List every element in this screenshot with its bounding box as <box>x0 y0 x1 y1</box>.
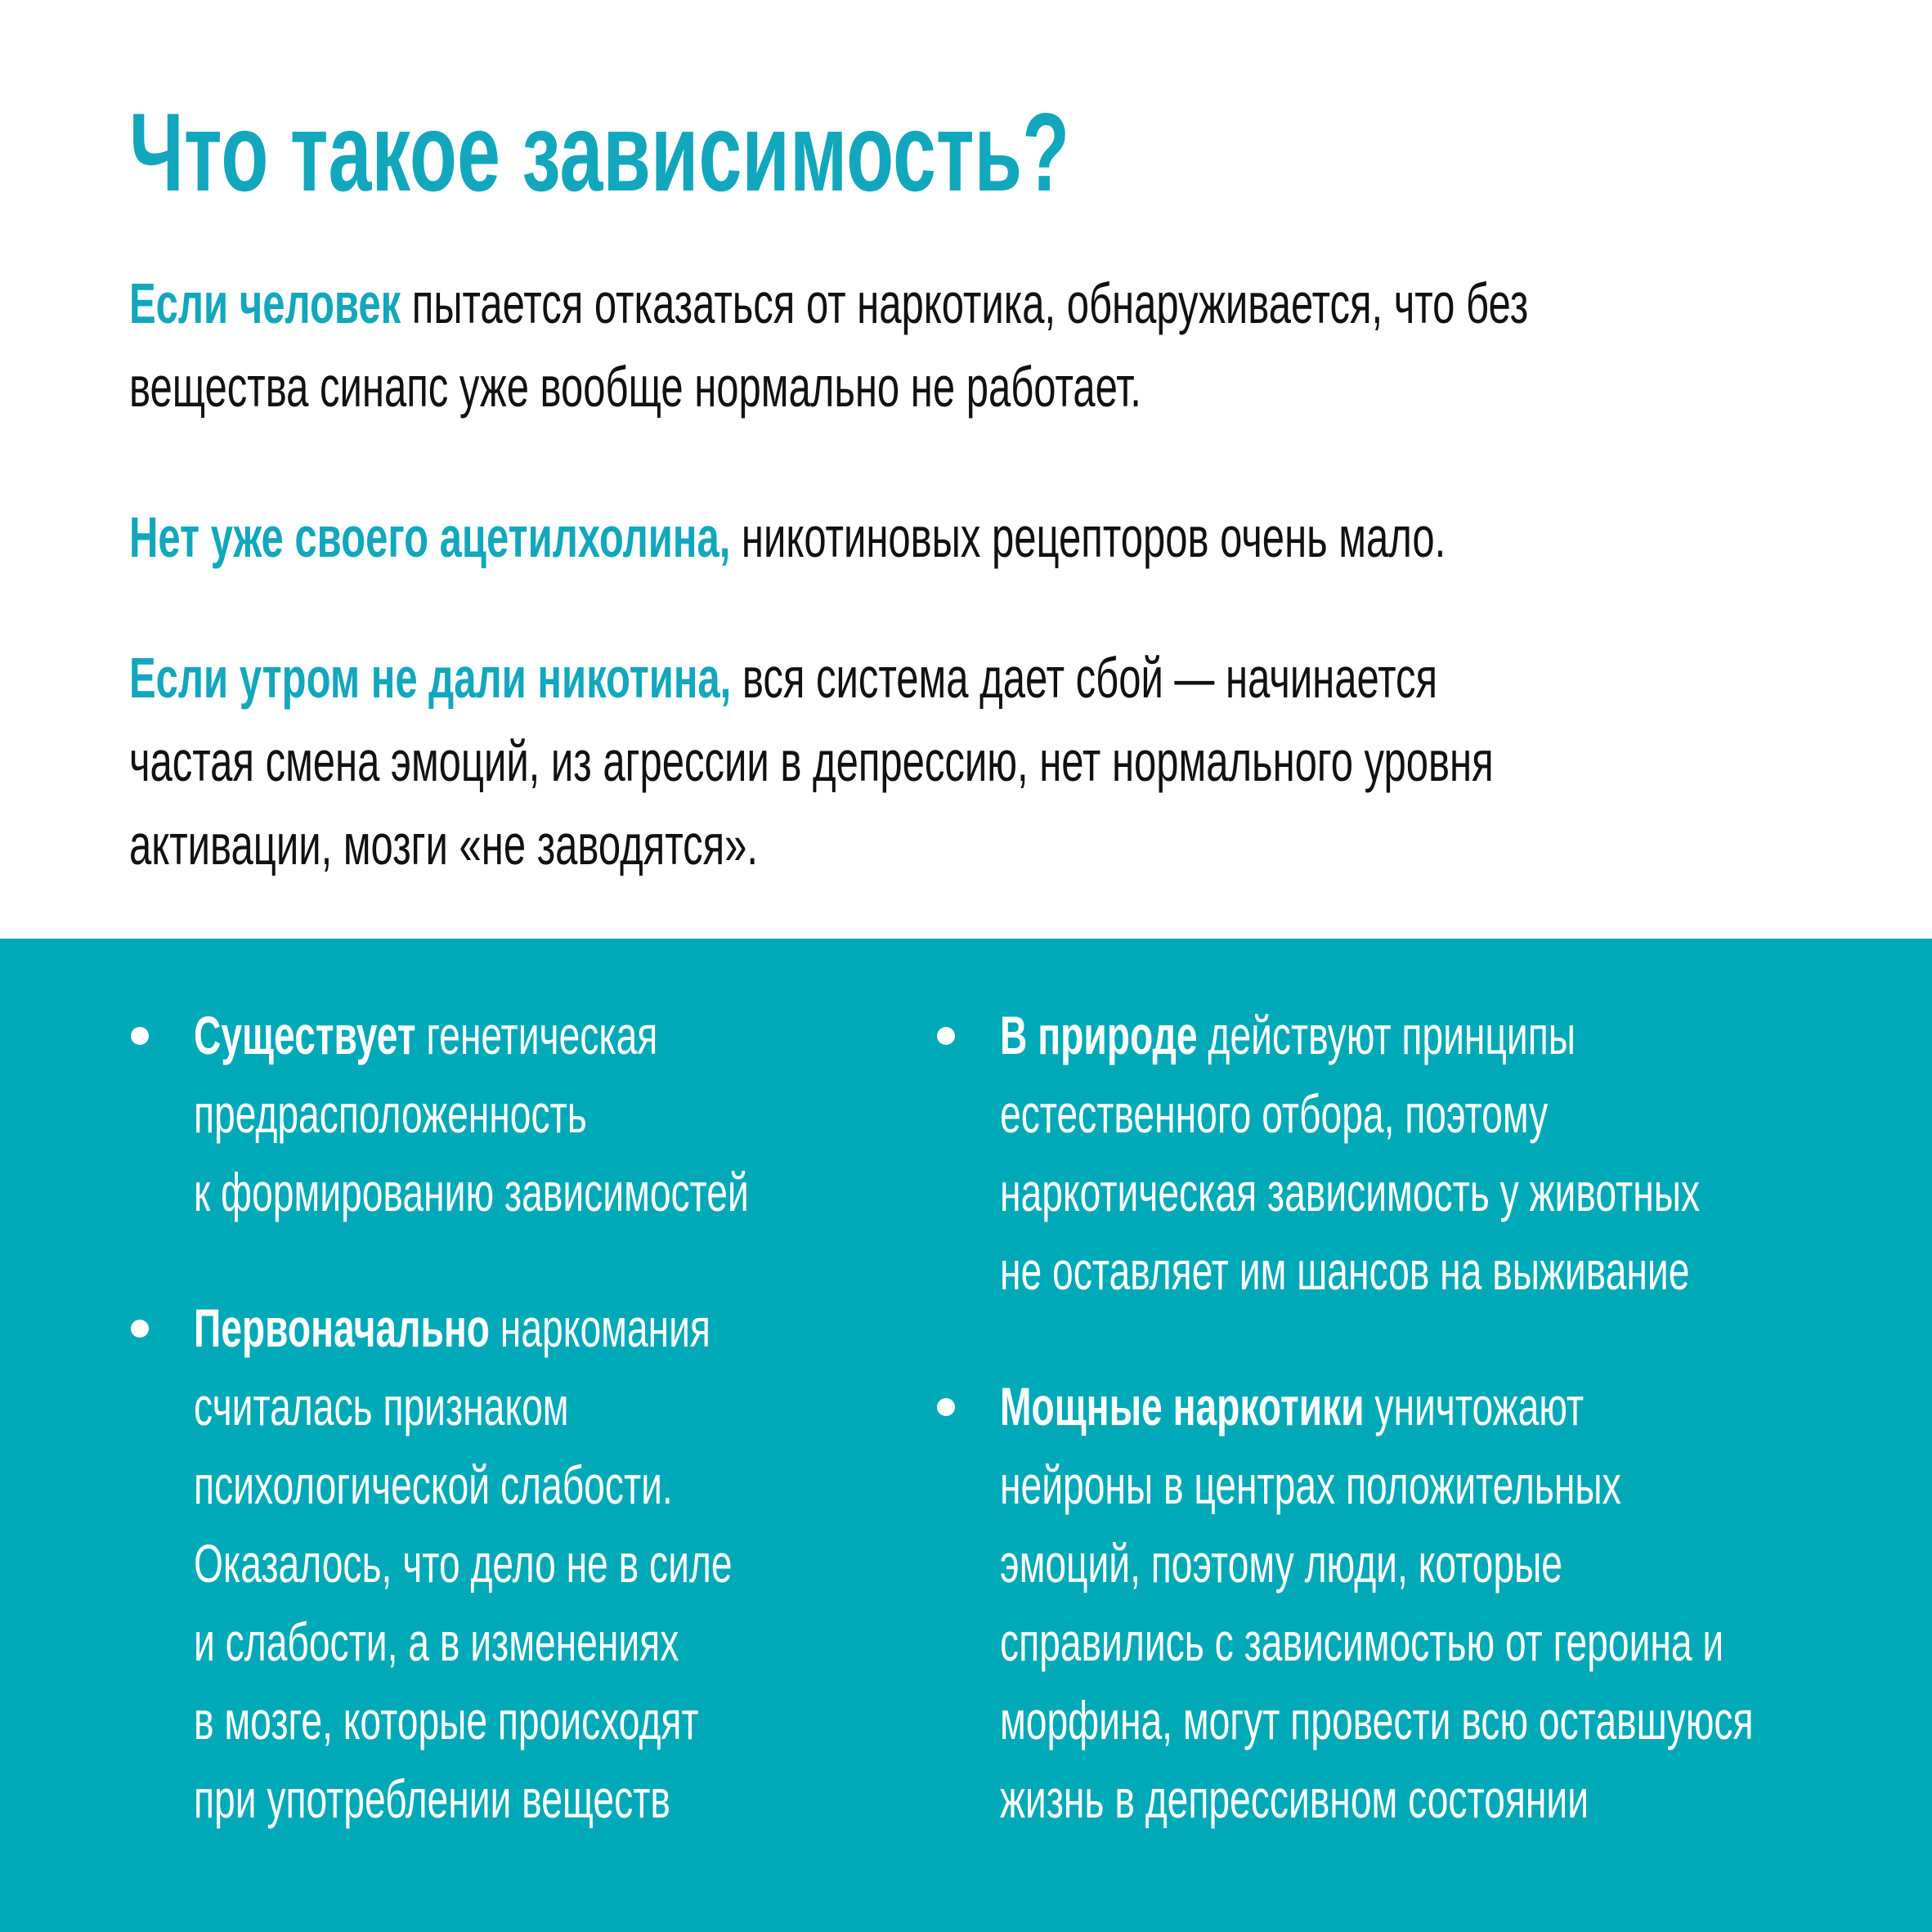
page-title: Что такое зависимость? <box>129 90 1070 214</box>
paragraph-line: Если утром не дали никотина, вся система дает сбой — начинается <box>129 646 1438 710</box>
bullet-dot <box>937 1398 955 1416</box>
bullet-text: Первоначально наркомания считалась признаком психологической слабости. Оказалось, что дело не в силе и слабости, а в изменениях в мозге, которые происходят при употреблении веществ <box>194 1298 733 1829</box>
paragraph-2 <box>129 495 1932 579</box>
facts-panel <box>0 939 1932 1932</box>
intro-section <box>0 0 1932 939</box>
paragraph-line: Нет уже своего ацетилхолина, никотиновых рецепторов очень мало. <box>129 505 1446 569</box>
paragraph-line: частая смена эмоций, из агрессии в депрессию, нет нормального уровня <box>129 729 1494 793</box>
paragraph-line: вещества синапс уже вообще нормально не работает. <box>129 355 1141 419</box>
paragraph-1 <box>129 262 1932 428</box>
bullet-dot <box>131 1027 149 1045</box>
paragraph-line: активации, мозги «не заводятся». <box>129 813 759 876</box>
paragraph-line: Если человек пытается отказаться от наркотика, обнаруживается, что без <box>129 271 1529 335</box>
bullet-dot <box>131 1320 149 1338</box>
bullet-text: Мощные наркотики уничтожают нейроны в центрах положительных эмоций, поэтому люди, которые справились с зависимостью от героина и морфина, могут провести всю оставшуюся жизнь в депрессивном состоянии <box>1000 1376 1754 1829</box>
bullet-text: Существует генетическая предрасположенность к формированию зависимостей <box>194 1005 749 1222</box>
paragraph-3 <box>129 636 1932 886</box>
bullet-text: В природе действуют принципы естественного отбора, поэтому наркотическая зависимость у животных не оставляет им шансов на выживание <box>1000 1005 1701 1301</box>
bullet-dot <box>937 1027 955 1045</box>
